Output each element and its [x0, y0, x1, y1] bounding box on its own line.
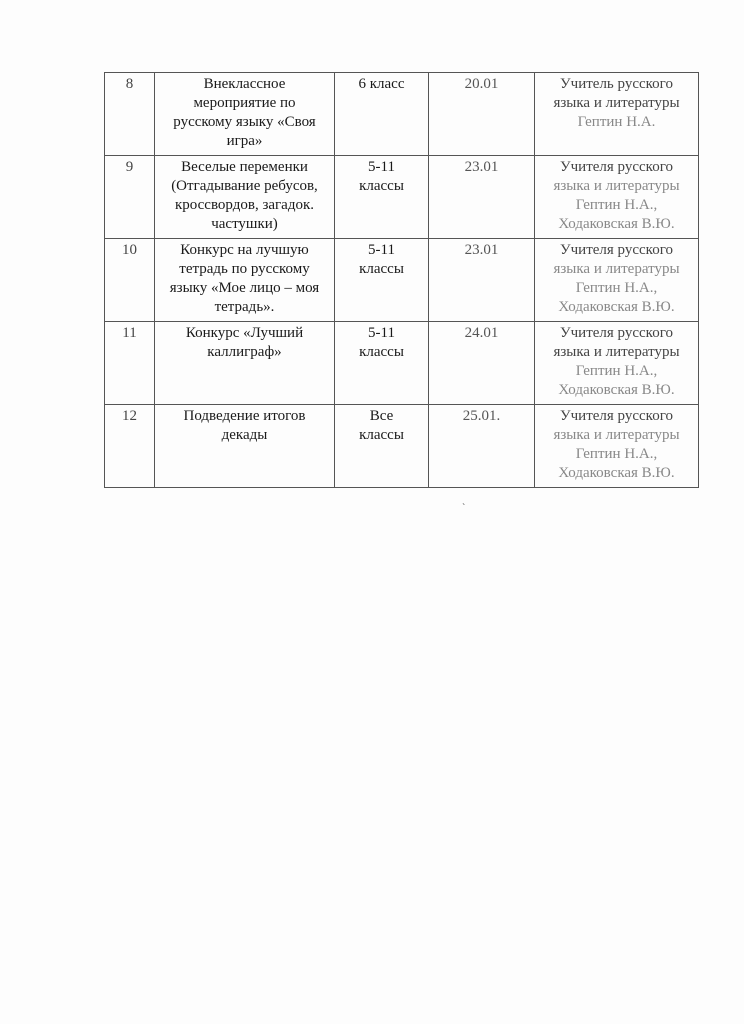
teacher-cell: [535, 239, 699, 322]
event-line: Конкурс на лучшую: [180, 242, 309, 258]
event-line: (Отгадывание ребусов,: [171, 178, 318, 194]
table-row: [105, 239, 699, 322]
table-row: [105, 156, 699, 239]
teacher-line: языка и литературы: [553, 178, 680, 194]
table-row: [105, 405, 699, 488]
teacher-line: Ходаковская В.Ю.: [558, 382, 675, 398]
event-line: кроссвордов, загадок.: [174, 197, 315, 213]
teacher-line: Гептин Н.А.: [577, 114, 656, 130]
teacher-line: Ходаковская В.Ю.: [558, 299, 675, 315]
event-line: Внеклассное: [203, 76, 286, 92]
classes-line: 5-11: [368, 159, 395, 175]
event-cell: [155, 322, 335, 405]
event-line: мероприятие по: [193, 95, 296, 111]
teacher-line: Учителя русского: [560, 242, 673, 258]
event-line: Подведение итогов: [183, 408, 306, 424]
row-number: 9: [105, 156, 155, 239]
events-table-body: [105, 73, 699, 488]
classes-cell: [335, 73, 429, 156]
table-row: [105, 322, 699, 405]
date-cell: 20.01: [429, 73, 535, 156]
classes-line: классы: [359, 261, 404, 277]
teacher-cell: [535, 322, 699, 405]
event-line: языку «Мое лицо – моя: [169, 280, 320, 296]
event-cell: [155, 239, 335, 322]
event-cell: [155, 73, 335, 156]
teacher-line: Ходаковская В.Ю.: [558, 465, 675, 481]
classes-cell: [335, 156, 429, 239]
classes-line: 5-11: [368, 325, 395, 341]
classes-line: классы: [359, 427, 404, 443]
stray-mark: `: [462, 503, 466, 514]
event-line: русскому языку «Своя: [173, 114, 316, 130]
teacher-cell: [535, 405, 699, 488]
events-table: [104, 72, 699, 488]
classes-cell: [335, 322, 429, 405]
teacher-line: Учитель русского: [560, 76, 673, 92]
row-number: 11: [105, 322, 155, 405]
teacher-line: Учителя русского: [560, 408, 673, 424]
teacher-line: Гептин Н.А.,: [575, 197, 658, 213]
date-cell: 25.01.: [429, 405, 535, 488]
classes-line: 6 класс: [358, 76, 405, 92]
classes-line: классы: [359, 344, 404, 360]
teacher-line: Гептин Н.А.,: [575, 280, 658, 296]
event-line: частушки): [211, 216, 278, 232]
classes-line: классы: [359, 178, 404, 194]
teacher-line: Учителя русского: [560, 159, 673, 175]
row-number: 12: [105, 405, 155, 488]
teacher-line: языка и литературы: [553, 261, 680, 277]
event-line: декады: [221, 427, 268, 443]
event-line: тетрадь».: [214, 299, 275, 315]
classes-line: 5-11: [368, 242, 395, 258]
table-row: [105, 73, 699, 156]
event-line: Конкурс «Лучший: [185, 325, 304, 341]
event-line: игра»: [226, 133, 263, 149]
event-line: тетрадь по русскому: [179, 261, 310, 277]
teacher-line: языка и литературы: [553, 95, 680, 111]
event-cell: [155, 156, 335, 239]
row-number: 8: [105, 73, 155, 156]
classes-cell: [335, 239, 429, 322]
teacher-cell: [535, 156, 699, 239]
event-cell: [155, 405, 335, 488]
event-line: каллиграф»: [207, 344, 282, 360]
teacher-line: языка и литературы: [553, 427, 680, 443]
date-cell: 23.01: [429, 239, 535, 322]
teacher-line: Гептин Н.А.,: [575, 446, 658, 462]
date-cell: 23.01: [429, 156, 535, 239]
teacher-line: Гептин Н.А.,: [575, 363, 658, 379]
teacher-cell: [535, 73, 699, 156]
row-number: 10: [105, 239, 155, 322]
teacher-line: языка и литературы: [553, 344, 680, 360]
teacher-line: Учителя русского: [560, 325, 673, 341]
classes-line: Все: [369, 408, 394, 424]
teacher-line: Ходаковская В.Ю.: [558, 216, 675, 232]
event-line: Веселые переменки: [181, 159, 308, 175]
date-cell: 24.01: [429, 322, 535, 405]
classes-cell: [335, 405, 429, 488]
